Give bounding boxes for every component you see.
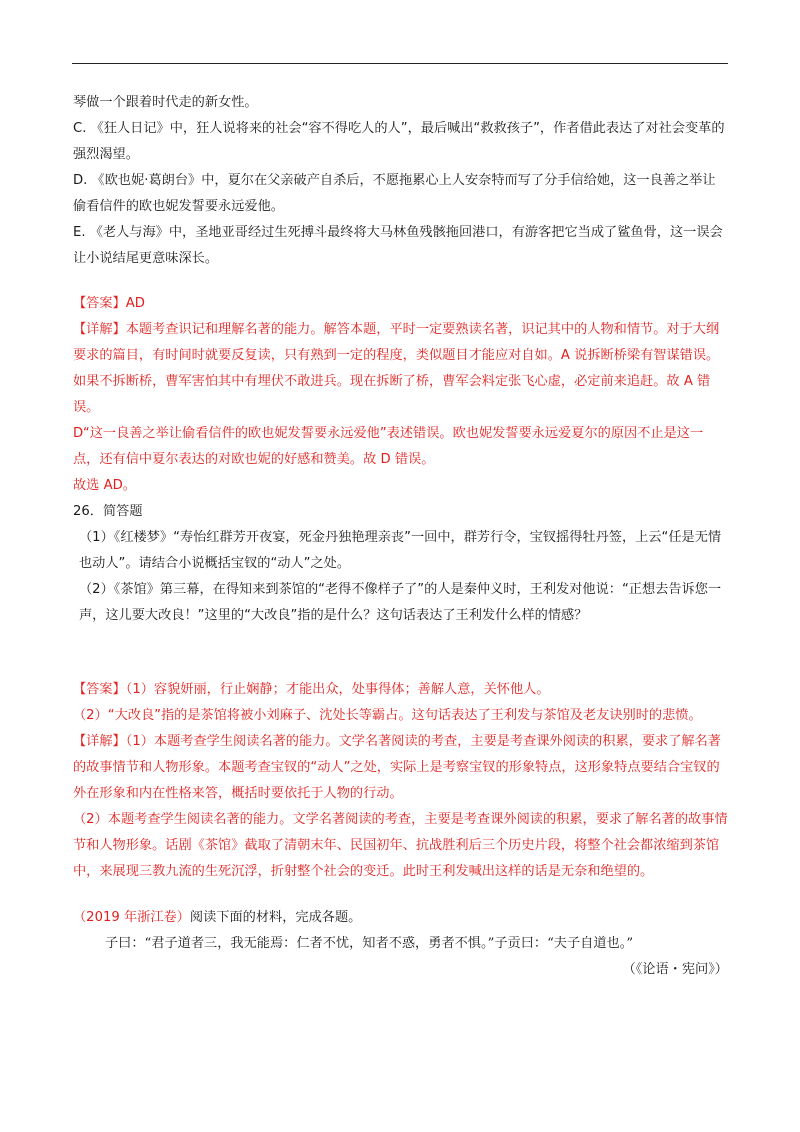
reading-prompt: 阅读下面的材料，完成各题。 xyxy=(189,910,362,925)
continued-text: 琴做一个跟着时代走的新女性。 xyxy=(73,95,258,110)
analects-quote: 子曰：“君子道者三，我无能焉：仁者不忧，知者不惑，勇者不惧。”子贡曰：“夫子自道也。” xyxy=(105,936,634,951)
quote-citation: （《论语・宪问》） xyxy=(622,962,728,977)
exam-source: （2019 年浙江卷） xyxy=(73,910,190,925)
option-e: E. 《老人与海》中，圣地亚哥经过生死搏斗最终将大马林鱼残骸拖回港口，有游客把它当成了鲨鱼骨，这一误会让小说结尾更意味深长。 xyxy=(73,225,723,266)
explanation-26-part2: （2）本题考查学生阅读名著的能力。文学名著阅读的考查，主要是考查课外阅读的积累，要求了解名著的故事情节和人物形象。话剧《茶馆》截取了清朝末年、民国初年、抗战胜利后三个历史片段，将整个社会都浓缩到茶馆中，来展现三教九流的生死沉浮，折射整个社会的变迁。此时王利发喊出这样的话是无奈和绝望的。 xyxy=(73,812,728,879)
question-26-part1: （1）《红楼梦》“寿怡红群芳开夜宴，死金丹独艳理亲丧”一回中，群芳行令，宝钗摇得牡丹签，上云“任是无情也动人”。请结合小说概括宝钗的“动人”之处。 xyxy=(79,530,722,571)
header-rule xyxy=(72,63,728,64)
explanation-25-part2: D“这一良善之举让偷看信件的欧也妮发誓要永远爱他”表述错误。欧也妮发誓要永远爱夏尔的原因不止是这一点，还有信中夏尔表达的对欧也妮的好感和赞美。故 D 错误。 xyxy=(73,426,704,467)
next-question-intro xyxy=(73,905,728,931)
conclusion-25: 故选 AD。 xyxy=(73,478,136,493)
option-d: D. 《欧也妮·葛朗台》中，夏尔在父亲破产自杀后，不愿拖累心上人安奈特而写了分手信给她，这一良善之举让偷看信件的欧也妮发誓要永远爱他。 xyxy=(73,173,716,214)
explanation-26-part1: 【详解】（1）本题考查学生阅读名著的能力。文学名著阅读的考查，主要是考查课外阅读的积累，要求了解名著的故事情节和人物形象。本题考查宝钗的“动人”之处，实际上是考察宝钗的形象特点，这形象特点要结合宝钗的外在形象和内在性格来答，概括时要依托于人物的行动。 xyxy=(73,734,721,801)
answer-25: 【答案】AD xyxy=(73,296,145,311)
spacer xyxy=(73,885,728,905)
document-body xyxy=(73,90,728,983)
answer-26-part2: （2）“大改良”指的是茶馆将被小刘麻子、沈处长等霸占。这句话表达了王利发与茶馆及老友诀别时的悲愤。 xyxy=(73,708,702,723)
spacer xyxy=(73,272,728,291)
question-26-title: 26．简答题 xyxy=(73,504,143,519)
spacer xyxy=(73,629,728,677)
option-c: C. 《狂人日记》中，狂人说将来的社会“容不得吃人的人”，最后喊出“救救孩子”，作者借此表达了对社会变革的强烈渴望。 xyxy=(73,121,725,162)
explanation-25-part1: 【详解】本题考查识记和理解名著的能力。解答本题，平时一定要熟读名著，识记其中的人物和情节。对于大纲要求的篇目，有时间时就要反复读，只有熟到一定的程度，类似题目才能应对自如。A 说拆断桥梁有智谋错误。如果不拆断桥，曹军害怕其中有埋伏不敢进兵。现在拆断了桥，曹军会料定张飞心虚，必定前来追赶。故 A 错误。 xyxy=(73,322,720,415)
answer-26-part1: 【答案】（1）容貌妍丽，行止娴静；才能出众，处事得体；善解人意，关怀他人。 xyxy=(73,682,550,697)
question-26-part2: （2）《茶馆》第三幕，在得知来到茶馆的“老得不像样子了”的人是秦仲义时，王利发对他说：“正想去告诉您一声，这儿要大改良！”这里的“大改良”指的是什么？这句话表达了王利发什么样的情感？ xyxy=(79,582,722,623)
